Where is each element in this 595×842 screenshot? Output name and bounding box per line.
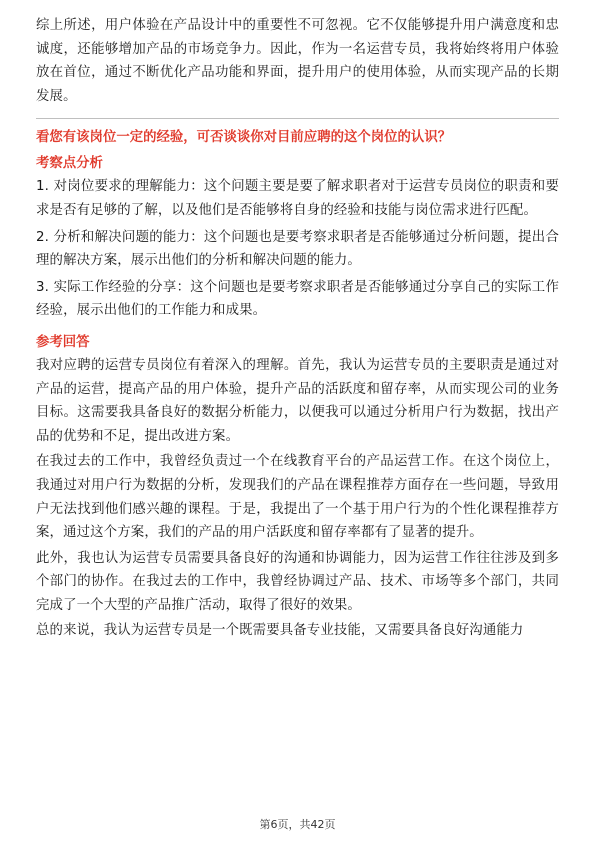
answer-paragraph-1: 我对应聘的运营专员岗位有着深入的理解。首先，我认为运营专员的主要职责是通过对产品的运营，提高产品的用户体验，提升产品的活跃度和留存率，从而实现公司的业务目标。这需要我具备良好的数据分析能力，以便我可以通过分析用户行为数据，找出产品的优势和不足，提出改进方案。 (36, 357, 559, 444)
answer-paragraph-3: 此外，我也认为运营专员需要具备良好的沟通和协调能力，因为运营工作往往涉及到多个部门的协作。在我过去的工作中，我曾经协调过产品、技术、市场等多个部门，共同完成了一个大型的产品推广活动，取得了很好的效果。 (36, 550, 559, 613)
intro-paragraph: 综上所述，用户体验在产品设计中的重要性不可忽视。它不仅能够提升用户满意度和忠诚度，还能够增加产品的市场竞争力。因此，作为一名运营专员，我将始终将用户体验放在首位，通过不断优化产品功能和界面，提升用户的使用体验，从而实现产品的长期发展。 (36, 18, 559, 104)
question-title: 看您有该岗位一定的经验，可否谈谈你对目前应聘的这个岗位的认识？ (36, 130, 452, 146)
document-page (36, 14, 559, 645)
answer-heading: 参考回答 (36, 334, 90, 350)
analysis-item-3: 3. 实际工作经验的分享：这个问题也是要考察求职者是否能够通过分享自己的实际工作经验，展示出他们的工作能力和成果。 (36, 279, 559, 319)
page-footer: 第6页，共42页 (259, 818, 336, 831)
answer-paragraph-2: 在我过去的工作中，我曾经负责过一个在线教育平台的产品运营工作。在这个岗位上，我通过对用户行为数据的分析，发现我们的产品在课程推荐方面存在一些问题，导致用户无法找到他们感兴趣的课程。于是，我提出了一个基于用户行为的个性化课程推荐方案，通过这个方案，我们的产品的用户活跃度和留存率都有了显著的提升。 (36, 454, 559, 541)
section-divider (36, 118, 559, 119)
answer-paragraph-4: 总的来说，我认为运营专员是一个既需要具备专业技能，又需要具备良好沟通能力 (36, 623, 524, 639)
analysis-heading: 考察点分析 (36, 156, 103, 172)
analysis-item-2: 2. 分析和解决问题的能力：这个问题也是要考察求职者是否能够通过分析问题，提出合理的解决方案，展示出他们的分析和解决问题的能力。 (36, 229, 559, 269)
analysis-item-1: 1. 对岗位要求的理解能力：这个问题主要是要了解求职者对于运营专员岗位的职责和要求是否有足够的了解，以及他们是否能够将自身的经验和技能与岗位需求进行匹配。 (36, 179, 559, 218)
